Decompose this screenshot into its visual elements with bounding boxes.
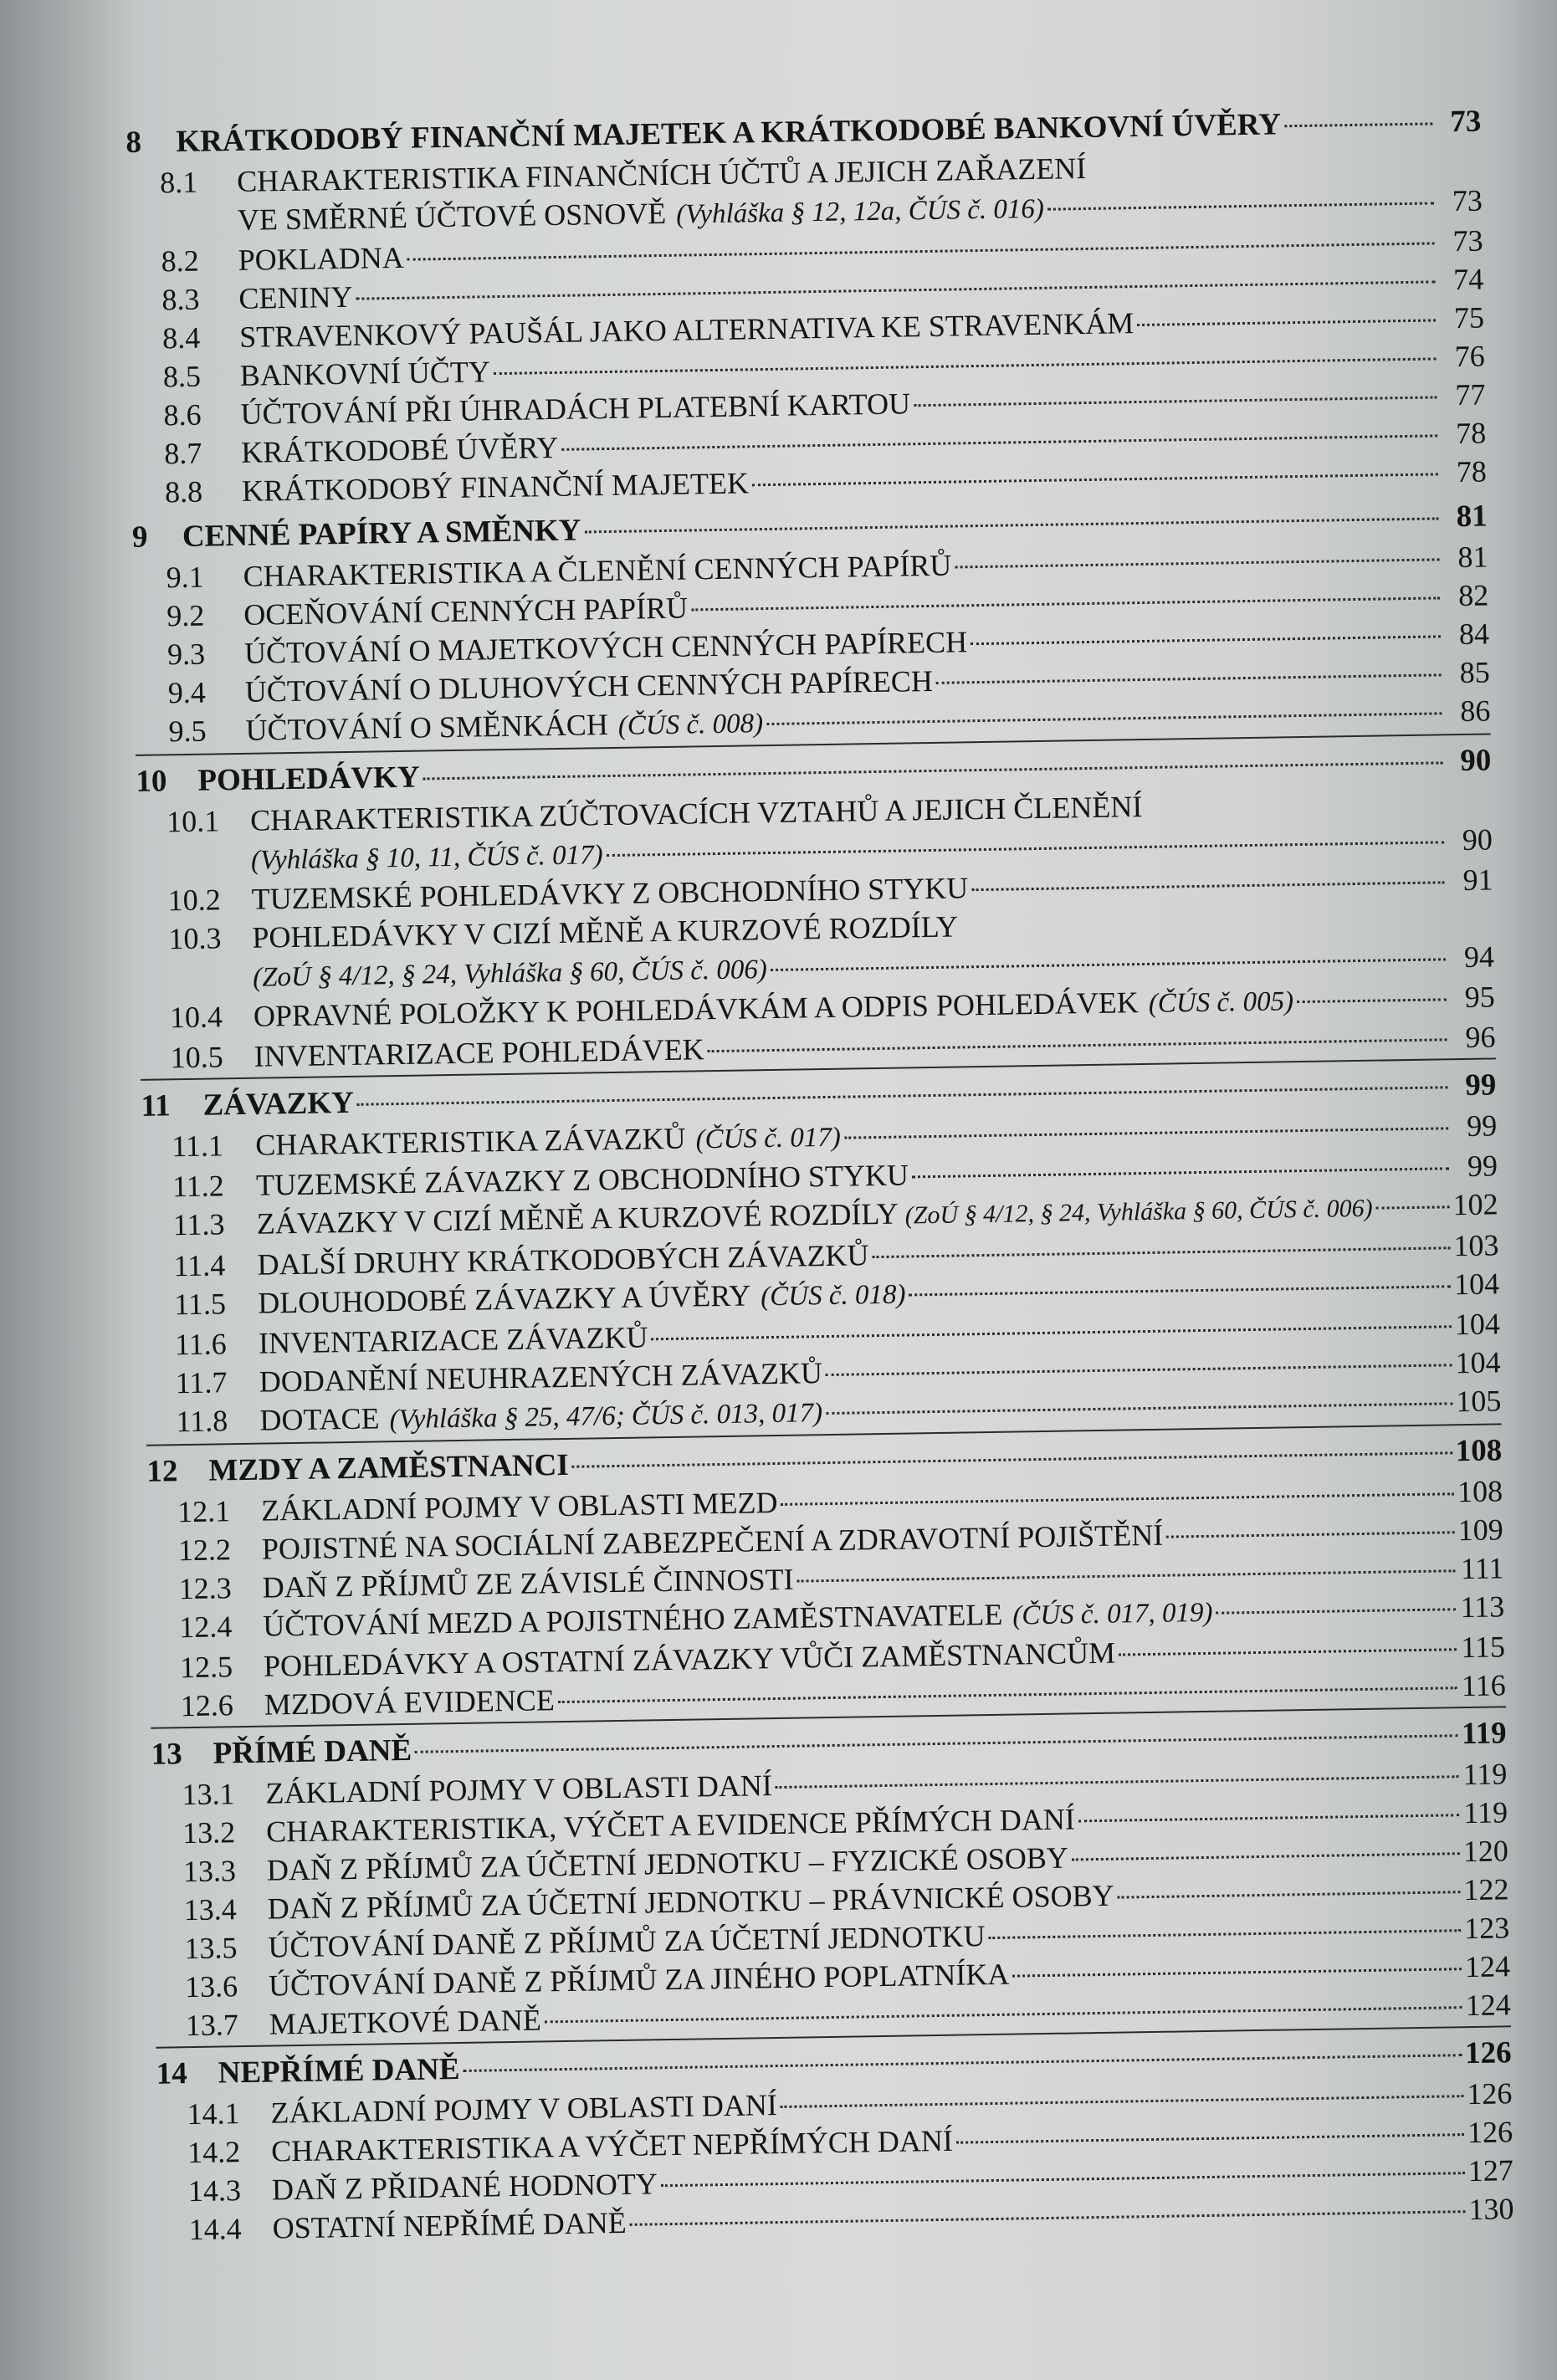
page-number: 124: [1464, 1949, 1511, 1984]
chapter-title: ZÁVAZKY: [202, 1085, 355, 1123]
chapter-number: 9: [131, 520, 148, 555]
section-number: 12.6: [180, 1688, 234, 1723]
page-number: 111: [1460, 1551, 1504, 1586]
section-number: 11.3: [172, 1207, 225, 1242]
section-number: 9.3: [166, 637, 206, 672]
leader-dots: [1012, 1968, 1462, 1977]
section-number: 10.5: [170, 1040, 223, 1075]
legal-reference: (ČÚS č. 017): [695, 1122, 842, 1155]
section-title: POHLEDÁVKY V CIZÍ MĚNĚ A KURZOVÉ ROZDÍLY: [252, 909, 959, 955]
page-number: 77: [1455, 377, 1486, 412]
leader-dots: [661, 2172, 1465, 2187]
section-title: KRÁTKODOBÉ ÚVĚRY: [240, 430, 559, 469]
page-number: 108: [1455, 1433, 1503, 1469]
page-number: 104: [1454, 1307, 1501, 1342]
section-title: KRÁTKODOBÝ FINANČNÍ MAJETEK: [241, 466, 750, 508]
legal-reference: (Vyhláška § 10, 11, ČÚS č. 017): [250, 840, 603, 876]
section-number: 9.2: [166, 598, 205, 633]
section-number: 11.7: [175, 1365, 228, 1400]
section-title-continued: VE SMĚRNÉ ÚČTOVÉ OSNOVĚ: [237, 196, 667, 237]
legal-reference: (Vyhláška § 12, 12a, ČÚS č. 016): [675, 193, 1045, 230]
page-number: 95: [1464, 980, 1496, 1014]
leader-dots: [781, 2095, 1464, 2108]
section-title: MZDOVÁ EVIDENCE: [264, 1683, 556, 1722]
chapter-title: CENNÉ PAPÍRY A SMĚNKY: [182, 513, 581, 554]
section-number: 13.2: [182, 1815, 236, 1850]
page-number: 85: [1459, 655, 1490, 690]
leader-dots: [873, 1246, 1451, 1258]
leader-dots: [826, 1402, 1452, 1415]
leader-dots: [771, 958, 1446, 971]
leader-dots: [356, 280, 1435, 299]
chapter-number: 12: [146, 1454, 178, 1489]
page-number: 124: [1465, 1988, 1511, 2023]
page-number: 96: [1465, 1020, 1496, 1054]
page-number: 86: [1460, 694, 1491, 729]
leader-dots: [766, 712, 1442, 725]
section-title: DAŇ Z PŘIDANÉ HODNOTY: [271, 2167, 658, 2207]
chapter-title: NEPŘÍMÉ DANĚ: [218, 2052, 460, 2091]
page-number: 82: [1457, 578, 1489, 613]
page-number: 108: [1457, 1474, 1503, 1509]
section-title: ZÁKLADNÍ POJMY V OBLASTI DANÍ: [270, 2088, 778, 2130]
section-number: 8.7: [164, 436, 202, 471]
section-number: 11.1: [172, 1129, 224, 1164]
chapter-number: 13: [151, 1737, 183, 1772]
leader-dots: [584, 517, 1438, 533]
section-title: CHARAKTERISTIKA A VÝČET NEPŘÍMÝCH DANÍ: [270, 2123, 954, 2168]
leader-dots: [826, 1364, 1452, 1376]
leader-dots: [558, 1686, 1457, 1703]
page-number: 113: [1460, 1589, 1505, 1625]
leader-dots: [464, 2054, 1462, 2072]
section-number: 10.3: [168, 921, 222, 956]
page-number: 74: [1452, 262, 1484, 297]
section-title: ÚČTOVÁNÍ O SMĚNKÁCH: [245, 708, 609, 747]
section-number: 8.6: [163, 397, 202, 432]
leader-dots: [1376, 1205, 1450, 1209]
section-number: 14.3: [187, 2173, 242, 2209]
page-number: 120: [1462, 1834, 1509, 1869]
leader-dots: [545, 2006, 1462, 2023]
leader-dots: [1297, 998, 1447, 1003]
leader-dots: [912, 1167, 1449, 1178]
chapter-title: POHLEDÁVKY: [197, 760, 420, 798]
chapter-title: KRÁTKODOBÝ FINANČNÍ MAJETEK A KRÁTKODOBÉ BANKOVNÍ ÚVĚRY: [176, 107, 1282, 160]
section-number: 12.3: [178, 1571, 232, 1606]
legal-reference: (ČÚS č. 008): [617, 709, 764, 741]
leader-dots: [691, 596, 1440, 611]
page-number: 73: [1452, 223, 1483, 258]
leader-dots: [936, 673, 1442, 683]
leader-dots: [1047, 202, 1434, 210]
section-number: 13.1: [182, 1777, 235, 1812]
section-title: POHLEDÁVKY A OSTATNÍ ZÁVAZKY VŮČI ZAMĚSTNANCŮM: [263, 1635, 1116, 1683]
leader-dots: [971, 635, 1441, 645]
table-of-contents: [125, 96, 1514, 2249]
chapter-number: 10: [136, 764, 167, 799]
legal-reference: (Vyhláška § 25, 47/6; ČÚS č. 013, 017): [389, 1398, 823, 1436]
section-title: OCEŇOVÁNÍ CENNÝCH PAPÍRŮ: [243, 591, 689, 632]
leader-dots: [844, 1127, 1448, 1139]
section-title: OSTATNÍ NEPŘÍMÉ DANĚ: [272, 2205, 627, 2245]
legal-reference: (ZoÚ § 4/12, § 24, Vyhláška § 60, ČÚS č. 006): [904, 1194, 1373, 1230]
section-title: CHARAKTERISTIKA A ČLENĚNÍ CENNÝCH PAPÍRŮ: [243, 548, 952, 593]
legal-reference: (ČÚS č. 018): [760, 1279, 906, 1313]
leader-dots: [955, 558, 1439, 568]
section-number: 10.4: [169, 1000, 223, 1035]
page-number: 104: [1455, 1345, 1501, 1380]
page-number: 90: [1459, 743, 1492, 779]
section-title: CHARAKTERISTIKA FINANČNÍCH ÚČTŮ A JEJICH ZAŘAZENÍ: [236, 151, 1087, 198]
section-number: 8.4: [161, 320, 201, 356]
section-number: 13.7: [185, 2008, 239, 2043]
section-number: 8.1: [159, 165, 198, 200]
leader-dots: [971, 881, 1444, 891]
page-number: 115: [1460, 1630, 1506, 1665]
section-title: DALŠÍ DRUHY KRÁTKODOBÝCH ZÁVAZKŮ: [257, 1238, 869, 1282]
leader-dots: [752, 473, 1438, 486]
section-number: 12.1: [177, 1494, 231, 1529]
section-number: 10.1: [166, 804, 220, 839]
section-title: ZÁVAZKY V CIZÍ MĚNĚ A KURZOVÉ ROZDÍLY: [256, 1196, 899, 1241]
leader-dots: [989, 1929, 1462, 1939]
section-number: 8.8: [164, 474, 203, 509]
page-number: 99: [1465, 1067, 1497, 1103]
section-title: DAŇ Z PŘÍJMŮ ZE ZÁVISLÉ ČINNOSTI: [262, 1562, 794, 1605]
legal-reference: (ČÚS č. 017, 019): [1012, 1597, 1213, 1631]
page-number: 81: [1457, 540, 1488, 575]
section-number: 11.6: [174, 1327, 228, 1362]
chapter-number: 14: [156, 2056, 188, 2091]
page-number: 130: [1468, 2192, 1514, 2227]
leader-dots: [357, 1086, 1448, 1105]
page-number: 126: [1467, 2115, 1513, 2150]
section-title: CENINY: [238, 279, 353, 315]
page-number: 119: [1461, 1716, 1507, 1752]
section-title: STRAVENKOVÝ PAUŠÁL JAKO ALTERNATIVA KE STRAVENKÁM: [238, 306, 1134, 354]
section-number: 11.8: [176, 1404, 228, 1439]
page-number: 126: [1467, 2076, 1513, 2111]
section-title: DAŇ Z PŘÍJMŮ ZA ÚČETNÍ JEDNOTKU – PRÁVNICKÉ OSOBY: [267, 1878, 1114, 1926]
page-number: 81: [1456, 499, 1488, 535]
chapter-number: 11: [141, 1088, 171, 1123]
section-number: 14.2: [187, 2135, 241, 2170]
section-title: DLOUHODOBÉ ZÁVAZKY A ÚVĚRY: [257, 1278, 751, 1320]
section-number: 13.6: [184, 1969, 238, 2004]
section-number: 9.1: [166, 560, 204, 595]
leader-dots: [797, 1569, 1456, 1582]
section-number: 11.5: [173, 1287, 227, 1322]
section-number: 9.4: [167, 675, 207, 710]
page-number: 75: [1453, 300, 1485, 335]
leader-dots: [1137, 319, 1436, 326]
section-number: 12.5: [179, 1650, 233, 1685]
section-title: CHARAKTERISTIKA ZÚČTOVACÍCH VZTAHŮ A JEJICH ČLENĚNÍ: [249, 790, 1143, 837]
section-title: POJISTNÉ NA SOCIÁLNÍ ZABEZPEČENÍ A ZDRAVOTNÍ POJIŠTĚNÍ: [261, 1518, 1164, 1566]
section-title: ÚČTOVÁNÍ PŘI ÚHRADÁCH PLATEBNÍ KARTOU: [240, 386, 911, 431]
section-title: DODANĚNÍ NEUHRAZENÝCH ZÁVAZKŮ: [259, 1356, 823, 1399]
legal-reference: (ČÚS č. 005): [1148, 986, 1294, 1019]
page-number: 73: [1449, 104, 1482, 140]
leader-dots: [407, 242, 1435, 260]
page-number: 122: [1463, 1872, 1509, 1907]
legal-reference: (ZoÚ § 4/12, § 24, Vyhláška § 60, ČÚS č. 006): [252, 955, 768, 993]
section-number: 8.2: [161, 243, 200, 279]
section-title: ZÁKLADNÍ POJMY V OBLASTI DANÍ: [265, 1768, 773, 1810]
section-title: POKLADNA: [238, 240, 404, 277]
section-title: CHARAKTERISTIKA, VÝČET A EVIDENCE PŘÍMÝCH DANÍ: [265, 1802, 1076, 1849]
leader-dots: [776, 1775, 1459, 1789]
page-number: 90: [1462, 822, 1493, 857]
section-number: 10.2: [167, 883, 222, 918]
section-number: 9.5: [168, 714, 207, 749]
leader-dots: [423, 761, 1443, 780]
chapter-title: PŘÍMÉ DANĚ: [213, 1733, 412, 1771]
section-number: 12.2: [177, 1533, 232, 1568]
page-number: 105: [1455, 1384, 1502, 1419]
leader-dots: [607, 841, 1444, 857]
page-number: 116: [1461, 1668, 1506, 1703]
page-number: 123: [1463, 1911, 1510, 1946]
section-number: 13.5: [184, 1931, 238, 1966]
section-title: BANKOVNÍ ÚČTY: [239, 355, 491, 392]
leader-dots: [781, 1492, 1454, 1506]
leader-dots: [1118, 1891, 1461, 1898]
page-number: 76: [1454, 339, 1485, 374]
page-number: 126: [1464, 2035, 1512, 2071]
page-number: 84: [1458, 617, 1490, 652]
section-title: TUZEMSKÉ ZÁVAZKY Z OBCHODNÍHO STYKU: [255, 1158, 909, 1202]
section-title: DAŇ Z PŘÍJMŮ ZA ÚČETNÍ JEDNOTKU – FYZICKÉ OSOBY: [266, 1840, 1069, 1887]
page-number: 99: [1467, 1149, 1498, 1183]
section-number: 8.3: [161, 282, 200, 317]
leader-dots: [1284, 122, 1432, 127]
page-number: 78: [1456, 454, 1488, 489]
page-number: 119: [1462, 1757, 1508, 1792]
leader-dots: [1166, 1531, 1455, 1538]
section-number: 13.3: [182, 1854, 237, 1889]
section-title: TUZEMSKÉ POHLEDÁVKY Z OBCHODNÍHO STYKU: [251, 871, 969, 916]
leader-dots: [914, 396, 1437, 407]
section-title: ÚČTOVÁNÍ DANĚ Z PŘÍJMŮ ZA ÚČETNÍ JEDNOTKU: [268, 1919, 986, 1964]
leader-dots: [1072, 1852, 1460, 1860]
leader-dots: [561, 434, 1437, 450]
leader-dots: [494, 357, 1437, 375]
leader-dots: [651, 1325, 1452, 1340]
section-title: ÚČTOVÁNÍ MEZD A POJISTNÉHO ZAMĚSTNAVATELE: [263, 1597, 1003, 1643]
page-number: 78: [1455, 416, 1487, 451]
leader-dots: [708, 1038, 1447, 1052]
section-title: ÚČTOVÁNÍ O MAJETKOVÝCH CENNÝCH PAPÍRECH: [243, 625, 968, 670]
section-title: DOTACE: [259, 1401, 380, 1437]
leader-dots: [415, 1734, 1457, 1753]
section-title: ÚČTOVÁNÍ DANĚ Z PŘÍJMŮ ZA JINÉHO POPLATNÍKA: [268, 1957, 1010, 2003]
page-number: 99: [1466, 1108, 1498, 1143]
section-number: 13.4: [183, 1892, 237, 1927]
section-title: CHARAKTERISTIKA ZÁVAZKŮ: [255, 1121, 686, 1162]
leader-dots: [572, 1451, 1452, 1468]
page-number: 119: [1463, 1795, 1508, 1830]
section-number: 12.4: [179, 1610, 233, 1645]
section-title: INVENTARIZACE ZÁVAZKŮ: [258, 1320, 648, 1360]
leader-dots: [1119, 1648, 1457, 1656]
page-number: 127: [1467, 2153, 1514, 2188]
leader-dots: [1078, 1814, 1459, 1822]
leader-dots: [909, 1285, 1451, 1296]
chapter-number: 8: [125, 125, 142, 160]
section-number: 14.4: [188, 2212, 242, 2247]
page-number: 103: [1453, 1228, 1499, 1263]
section-title: MAJETKOVÉ DANĚ: [269, 2003, 542, 2041]
section-title: INVENTARIZACE POHLEDÁVEK: [254, 1032, 704, 1073]
section-number: 11.2: [172, 1169, 225, 1204]
section-title: ÚČTOVÁNÍ O DLUHOVÝCH CENNÝCH PAPÍRECH: [244, 663, 934, 709]
section-title: ZÁKLADNÍ POJMY V OBLASTI MEZD: [260, 1485, 778, 1528]
leader-dots: [956, 2133, 1464, 2144]
page-number: 102: [1452, 1187, 1498, 1222]
page-number: 104: [1453, 1267, 1500, 1302]
page-number: 109: [1457, 1512, 1504, 1548]
page-number: 94: [1463, 939, 1495, 974]
leader-dots: [1216, 1608, 1456, 1615]
page-number: 91: [1462, 862, 1493, 898]
section-number: 8.5: [162, 359, 202, 394]
section-title: OPRAVNÉ POLOŽKY K POHLEDÁVKÁM A ODPIS POHLEDÁVEK: [253, 985, 1140, 1033]
leader-dots: [630, 2210, 1466, 2226]
chapter-title: MZDY A ZAMĚSTNANCI: [208, 1447, 570, 1488]
section-number: 11.4: [173, 1248, 226, 1283]
section-number: 14.1: [187, 2096, 240, 2132]
page-number: 73: [1452, 183, 1483, 218]
